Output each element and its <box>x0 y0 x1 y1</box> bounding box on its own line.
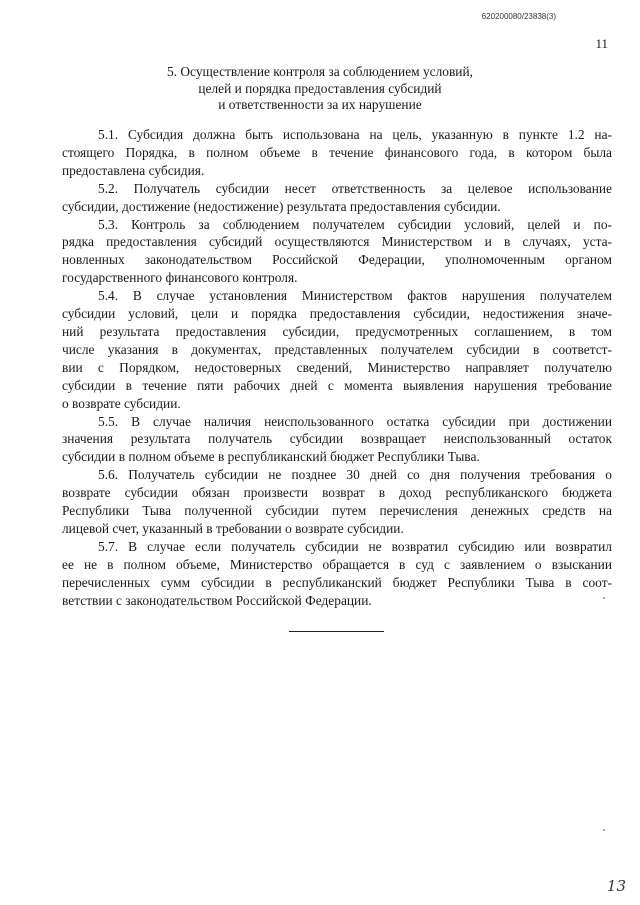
section-title <box>0 64 640 114</box>
paragraph-line: рядка предоставления субсидий осуществляются Министерством и в случаях, уста- <box>62 234 612 250</box>
paragraph-line: стоящего Порядка, в полном объеме в течение финансового года, в котором была <box>62 144 612 160</box>
paragraph-line: вии с Порядком, недостоверных сведений, Министерство направляет получателю <box>62 359 612 375</box>
paragraph-line: 5.1. Субсидия должна быть использована на цель, указанную в пункте 1.2 на- <box>98 127 612 142</box>
paragraph-line: лицевой счет, указанный в требовании о возврате субсидии. <box>62 520 404 536</box>
section-title-line: 5. Осуществление контроля за соблюдением условий, <box>167 64 473 79</box>
paragraph-line: возврате субсидии обязан произвести возврат в доход республиканского бюджета <box>62 485 612 501</box>
document-code: 620200080/23838(3) <box>481 12 556 21</box>
paragraph-line: субсидии в течение пяти рабочих дней с момента выявления нарушения требование <box>62 377 612 393</box>
handwritten-page-mark: 13 <box>606 877 626 895</box>
scan-speck <box>603 597 605 599</box>
paragraph-line: субсидии условий, цели и порядка предоставления субсидии, недостижения значе- <box>62 306 612 322</box>
paragraph-line: предоставлена субсидия. <box>62 162 205 178</box>
paragraph-line: 5.2. Получатель субсидии несет ответственность за целевое использование <box>98 180 612 196</box>
section-title-line: целей и порядка предоставления субсидий <box>198 80 442 96</box>
paragraph-line: ее не в полном объеме, Министерство обращается в суд с заявлением о взыскании <box>62 556 612 572</box>
scan-speck <box>603 829 605 831</box>
end-separator-line <box>289 631 384 632</box>
paragraph-line: субсидии, достижение (недостижение) результата предоставления субсидии. <box>62 198 501 214</box>
paragraph-line: Республики Тыва полученной субсидии путем перечисления денежных средств на <box>62 503 612 519</box>
paragraph-line: ний результата предоставления субсидии, предусмотренных соглашением, в том <box>62 323 612 339</box>
paragraph-line: государственного финансового контроля. <box>62 270 298 286</box>
section-title-line: и ответственности за их нарушение <box>218 97 422 112</box>
paragraph-line: новленных законодательством Российской Федерации, уполномоченным органом <box>62 252 612 268</box>
paragraph-line: числе указания в документах, представленных получателем субсидии в соответст- <box>62 341 612 357</box>
paragraph-line: перечисленных сумм субсидии в республиканский бюджет Республики Тыва в соот- <box>62 574 612 590</box>
paragraph-line: 5.4. В случае установления Министерством фактов нарушения получателем <box>98 288 612 304</box>
paragraph-line: 5.5. В случае наличия неиспользованного остатка субсидии при достижении <box>98 413 612 429</box>
paragraph-line: ветствии с законодательством Российской Федерации. <box>62 592 372 608</box>
section-body <box>62 126 612 609</box>
paragraph-line: субсидии в полном объеме в республиканский бюджет Республики Тыва. <box>62 449 480 465</box>
paragraph-line: 5.7. В случае если получатель субсидии не возвратил субсидию или возвратил <box>98 538 612 554</box>
paragraph-line: 5.3. Контроль за соблюдением получателем субсидии условий, целей и по- <box>98 216 612 232</box>
page-number: 11 <box>595 36 608 51</box>
paragraph-line: о возврате субсидии. <box>62 395 181 411</box>
paragraph-line: 5.6. Получатель субсидии не позднее 30 дней со дня получения требования о <box>98 467 612 483</box>
paragraph-line: значения результата получатель субсидии возвращает неиспользованный остаток <box>62 431 612 447</box>
